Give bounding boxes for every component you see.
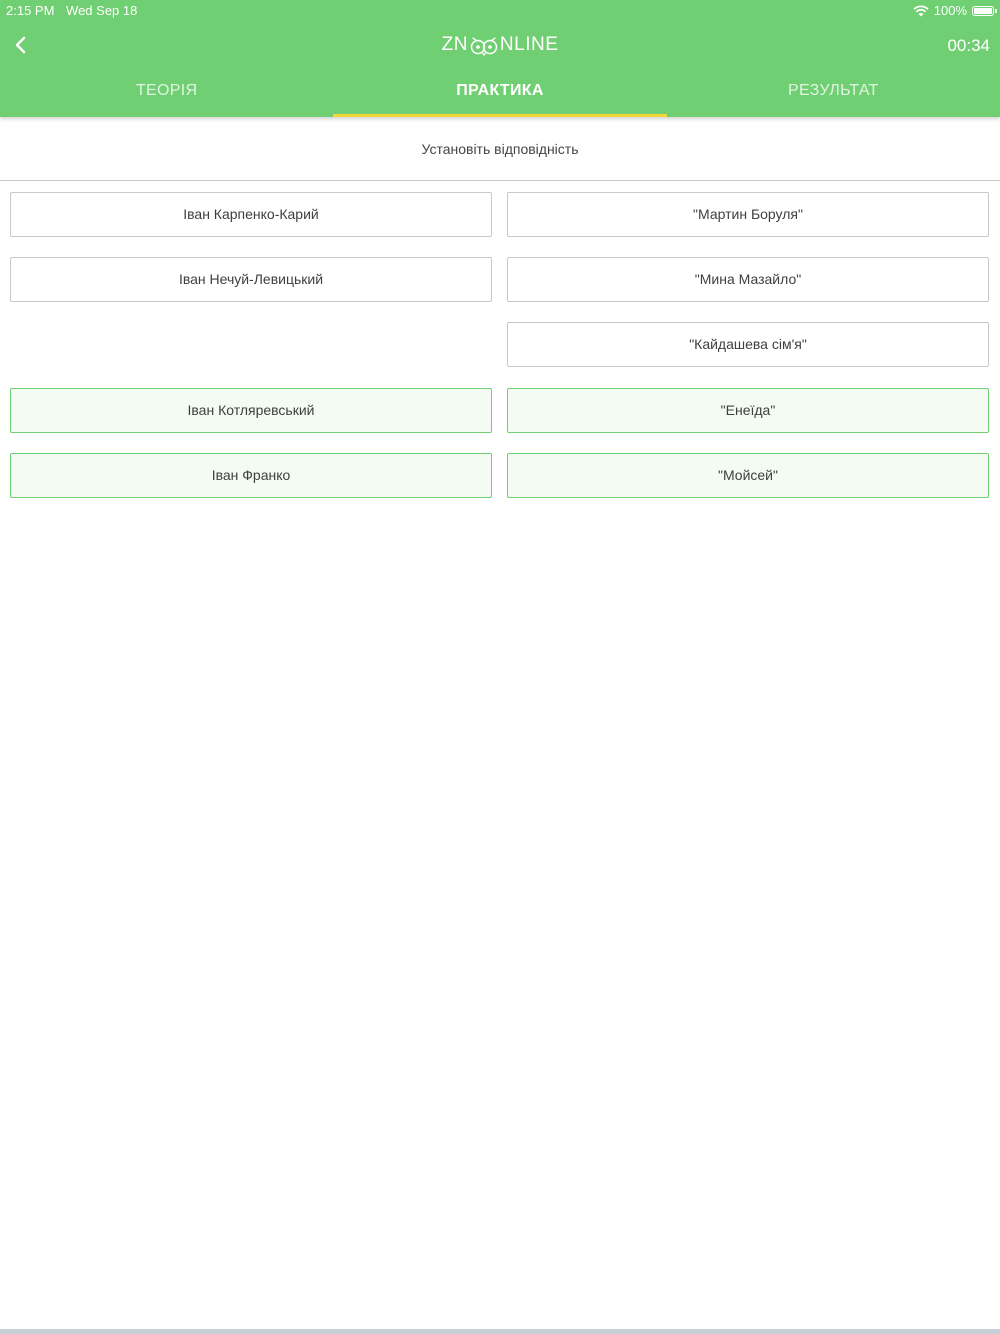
status-bar bbox=[0, 0, 1000, 20]
tab-practice[interactable]: ПРАКТИКА bbox=[333, 68, 666, 117]
logo-text-left: ZN bbox=[441, 34, 468, 55]
status-right bbox=[913, 3, 994, 18]
wifi-icon bbox=[913, 5, 929, 17]
left-option-nechui-levytskyi[interactable]: Іван Нечуй-Левицький bbox=[10, 257, 492, 302]
bottom-bar bbox=[0, 1329, 1000, 1334]
battery-percent: 100% bbox=[933, 3, 967, 18]
status-time: 2:15 PM bbox=[6, 3, 55, 18]
right-option-eneida[interactable]: "Енеїда" bbox=[507, 388, 989, 433]
status-date: Wed Sep 18 bbox=[66, 3, 138, 18]
tab-result[interactable]: РЕЗУЛЬТАТ bbox=[787, 82, 879, 99]
question-instruction: Установіть відповідність bbox=[0, 117, 1000, 181]
left-option-franko[interactable]: Іван Франко bbox=[10, 453, 492, 498]
tab-theory[interactable]: ТЕОРІЯ bbox=[135, 82, 198, 99]
nav-row bbox=[0, 24, 1000, 68]
app-logo bbox=[0, 34, 1000, 56]
owl-logo-icon bbox=[469, 34, 499, 56]
right-option-moisei[interactable]: "Мойсей" bbox=[507, 453, 989, 498]
right-option-martyn-borulia[interactable]: "Мартин Боруля" bbox=[507, 192, 989, 237]
app-header bbox=[0, 0, 1000, 117]
battery-icon bbox=[972, 6, 994, 16]
tab-bar bbox=[0, 68, 1000, 117]
left-option-karpenko-karyi[interactable]: Іван Карпенко-Карий bbox=[10, 192, 492, 237]
left-option-kotliarevskyi[interactable]: Іван Котляревський bbox=[10, 388, 492, 433]
right-option-kaidasheva-simia[interactable]: "Кайдашева сім'я" bbox=[507, 322, 989, 367]
right-option-myna-mazailo[interactable]: "Мина Мазайло" bbox=[507, 257, 989, 302]
timer: 00:34 bbox=[947, 36, 990, 55]
logo-text-right: NLINE bbox=[499, 34, 559, 55]
status-left bbox=[6, 3, 145, 18]
